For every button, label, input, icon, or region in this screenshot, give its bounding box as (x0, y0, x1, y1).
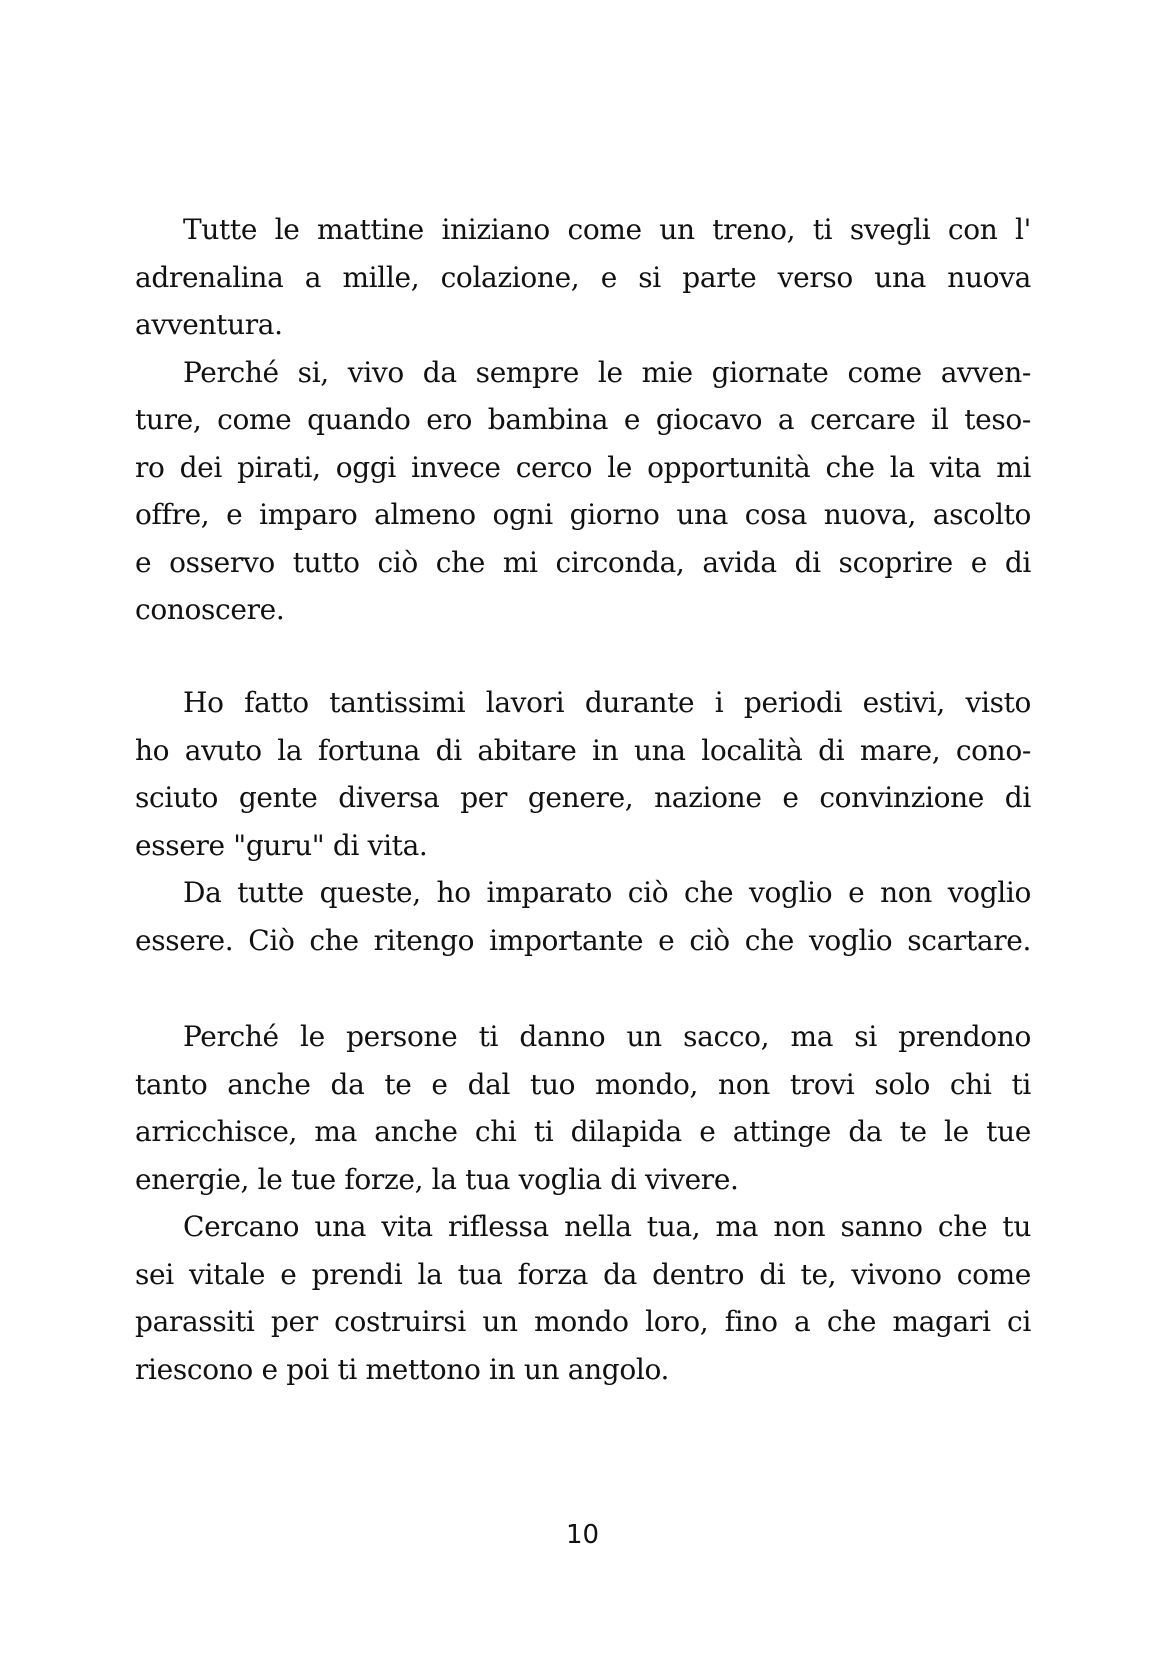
text-line: e osservo tutto ciò che mi circonda, avida di scoprire e di (135, 545, 1031, 579)
text-line: Cercano una vita riflessa nella tua, ma non sanno che tu (183, 1210, 1031, 1243)
text-line: sei vitale e prendi la tua forza da dentro di te, vivono come (135, 1257, 1031, 1291)
paragraph-2 (135, 349, 1031, 634)
page-number: 10 (565, 1520, 600, 1550)
text-line: ro dei pirati, oggi invece cerco le opportunità che la vita mi (135, 450, 1031, 484)
text-section-2 (135, 679, 1031, 964)
text-section-1 (135, 206, 1031, 634)
text-line: arricchisce, ma anche chi ti dilapida e attinge da te le tue (135, 1115, 1031, 1148)
text-line: energie, le tue forze, la tua voglia di vivere. (135, 1162, 739, 1196)
text-line: sciuto gente diversa per genere, nazione e convinzione di (135, 781, 1031, 814)
text-line: avventura. (135, 308, 283, 341)
text-line: adrenalina a mille, colazione, e si parte verso una nuova (135, 260, 1031, 294)
paragraph-1 (135, 206, 1031, 349)
text-line: Ho fatto tantissimi lavori durante i periodi estivi, visto (183, 686, 1031, 719)
paragraph-3 (135, 679, 1031, 869)
text-line: ture, come quando ero bambina e giocavo a cercare il teso- (135, 403, 1031, 436)
text-line: riescono e poi ti mettono in un angolo. (135, 1352, 670, 1386)
text-line: tanto anche da te e dal tuo mondo, non trovi solo chi ti (135, 1067, 1031, 1101)
paragraph-5 (135, 1013, 1031, 1203)
text-line: essere. Ciò che ritengo importante e ciò che voglio scartare. (135, 923, 1031, 957)
text-line: ho avuto la fortuna di abitare in una località di mare, cono- (135, 733, 1031, 767)
text-line: essere "guru" di vita. (135, 828, 428, 862)
text-line: Tutte le mattine iniziano come un treno, ti svegli con l' (183, 213, 1031, 246)
paragraph-4 (135, 869, 1031, 964)
paragraph-6 (135, 1203, 1031, 1393)
text-section-3 (135, 1013, 1031, 1393)
text-line: parassiti per costruirsi un mondo loro, fino a che magari ci (135, 1305, 1031, 1338)
text-line: offre, e imparo almeno ogni giorno una cosa nuova, ascolto (135, 498, 1031, 531)
text-line: Perché si, vivo da sempre le mie giornate come avven- (183, 355, 1031, 389)
text-line: conoscere. (135, 593, 285, 626)
text-line: Perché le persone ti danno un sacco, ma si prendono (183, 1020, 1031, 1053)
text-line: Da tutte queste, ho imparato ciò che voglio e non voglio (183, 876, 1031, 909)
